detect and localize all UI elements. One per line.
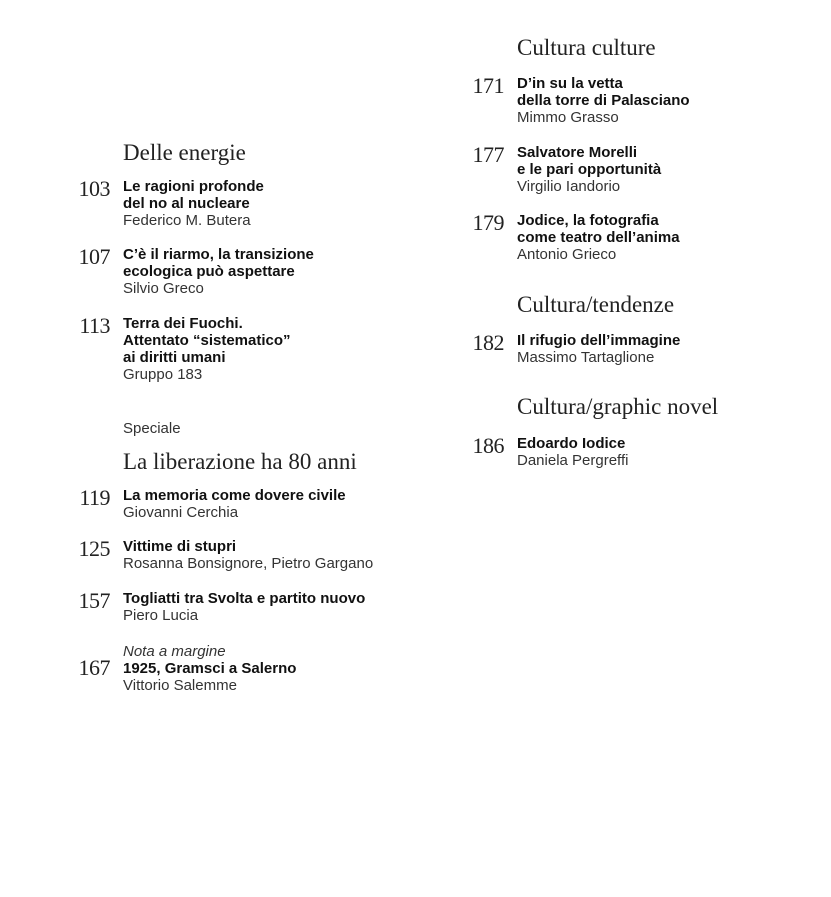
- entry-title: Togliatti tra Svolta e partito nuovo: [123, 590, 366, 607]
- toc-entry[interactable]: [78, 588, 423, 624]
- toc-entry[interactable]: [472, 73, 817, 126]
- toc-entry[interactable]: [79, 313, 423, 383]
- entry-note: Nota a margine: [123, 643, 226, 660]
- toc-entry[interactable]: [78, 244, 423, 297]
- entry-title: ecologica può aspettare: [123, 263, 295, 280]
- entry-author: Vittorio Salemme: [123, 677, 237, 694]
- entry-author: Massimo Tartaglione: [517, 349, 655, 366]
- entry-author: Virgilio Iandorio: [517, 178, 621, 195]
- entry-title: C’è il riarmo, la transizione: [123, 246, 314, 263]
- entry-title: Attentato “sistematico”: [123, 332, 291, 349]
- page-number: 177: [472, 142, 504, 167]
- section-title-cultura-tendenze: Cultura/tendenze: [517, 292, 675, 317]
- page-number: 119: [79, 485, 110, 510]
- toc-entry[interactable]: [79, 485, 423, 521]
- entry-title: del no al nucleare: [123, 195, 250, 212]
- toc-entry[interactable]: [472, 330, 817, 366]
- entry-title: Il rifugio dell’immagine: [517, 332, 681, 349]
- page-number: 107: [78, 244, 110, 269]
- page-number: 103: [78, 176, 110, 201]
- page-number: 171: [472, 73, 504, 98]
- entry-author: Silvio Greco: [123, 280, 204, 297]
- entry-author: Mimmo Grasso: [517, 109, 619, 126]
- section-title-cultura-graphic-novel: Cultura/graphic novel: [517, 394, 719, 419]
- entry-title: Terra dei Fuochi.: [123, 315, 243, 332]
- entry-title: D’in su la vetta: [517, 75, 623, 92]
- page-number: 182: [472, 330, 504, 355]
- entry-title: e le pari opportunità: [517, 161, 662, 178]
- entry-author: Daniela Pergreffi: [517, 452, 629, 469]
- page-number: 186: [472, 433, 504, 458]
- entry-title: Le ragioni profonde: [123, 178, 264, 195]
- entry-title: Edoardo Iodice: [517, 435, 626, 452]
- page-number: 179: [472, 210, 504, 235]
- toc-entry[interactable]: [78, 536, 423, 572]
- toc-entry[interactable]: [78, 176, 423, 229]
- toc-entry[interactable]: [472, 142, 817, 195]
- entry-title: della torre di Palasciano: [517, 92, 690, 109]
- entry-title: 1925, Gramsci a Salerno: [123, 660, 297, 677]
- entry-title: La memoria come dovere civile: [123, 487, 346, 504]
- section-title-delle-energie: Delle energie: [123, 140, 246, 165]
- entry-title: Vittime di stupri: [123, 538, 237, 555]
- toc-entry[interactable]: [472, 210, 817, 263]
- entry-author: Giovanni Cerchia: [123, 504, 239, 521]
- section-title-liberazione: La liberazione ha 80 anni: [123, 449, 357, 474]
- page-number: 113: [79, 313, 110, 338]
- page-number: 167: [78, 655, 110, 680]
- toc-entry[interactable]: [472, 433, 817, 469]
- entry-title: Salvatore Morelli: [517, 144, 638, 161]
- page-number: 157: [78, 588, 110, 613]
- entry-title: come teatro dell’anima: [517, 229, 680, 246]
- entry-author: Antonio Grieco: [517, 246, 617, 263]
- toc-entry[interactable]: [78, 643, 423, 694]
- section-kicker: Speciale: [123, 420, 181, 437]
- entry-author: Piero Lucia: [123, 607, 199, 624]
- section-title-cultura-culture: Cultura culture: [517, 35, 656, 60]
- entry-title: ai diritti umani: [123, 349, 226, 366]
- entry-author: Rosanna Bonsignore, Pietro Gargano: [123, 555, 374, 572]
- entry-author: Gruppo 183: [123, 366, 203, 383]
- page-number: 125: [78, 536, 110, 561]
- entry-title: Jodice, la fotografia: [517, 212, 659, 229]
- entry-author: Federico M. Butera: [123, 212, 251, 229]
